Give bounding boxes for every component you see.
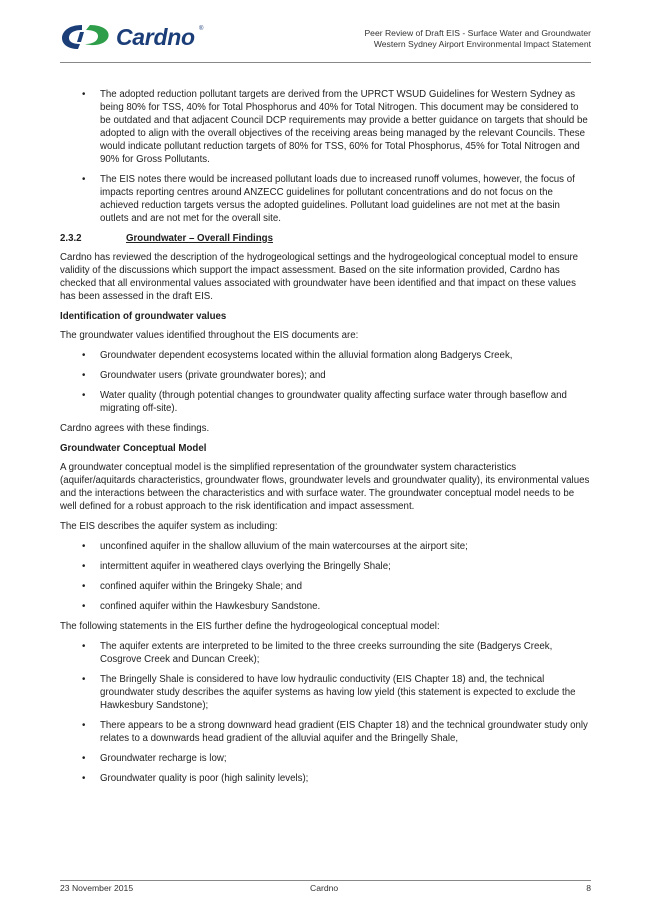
bullet-icon: •: [82, 753, 86, 764]
header-divider: [60, 62, 591, 63]
section-heading: [60, 232, 591, 245]
page-content: [60, 88, 591, 792]
list-item: • The Bringelly Shale is considered to have low hydraulic conductivity (EIS Chapter 18) and, the technical groundwater study describes the aquifer systems as having low yield (this statement is expected to exclude the Hawkesbury Sandstone);: [82, 674, 576, 711]
list-item: • intermittent aquifer in weathered clays overlying the Bringelly Shale;: [82, 561, 391, 572]
statements-bullet-list: [60, 640, 591, 785]
identification-heading: Identification of groundwater values: [60, 311, 227, 322]
footer-date: 23 November 2015: [60, 883, 134, 893]
section-title: Groundwater – Overall Findings: [126, 233, 273, 244]
list-item: • Water quality (through potential changes to groundwater quality affecting surface water through baseflow and migrating off-site).: [82, 390, 567, 414]
list-item: • confined aquifer within the Hawkesbury Sandstone.: [82, 601, 321, 612]
footer-company: Cardno: [310, 883, 339, 893]
list-item: • confined aquifer within the Bringeky Shale; and: [82, 581, 302, 592]
logo-text: Cardno: [116, 24, 195, 50]
footer-divider: [60, 880, 591, 881]
header-title-line2: Western Sydney Airport Environmental Impact Statement: [373, 39, 591, 49]
list-item: • The adopted reduction pollutant targets are derived from the UPRCT WSUD Guidelines for Western Sydney as being 80% for TSS, 40% for Total Phosphorus and 40% for Total Nitrogen. This document may be considered to be outdated and that adjacent Council DCP requirements may provide a better guidance on targets that should be adopted to align with the overall objectives of the receiving areas being managed by the relevant Councils. These would indicate pollutant reduction targets of 80% for TSS, 60% for Total Phosphorus, 45% for Total Nitrogen and 90% for Gross Pollutants.: [82, 89, 588, 165]
conceptual-heading: Groundwater Conceptual Model: [60, 443, 207, 454]
bullet-icon: •: [82, 720, 86, 731]
list-item: • The aquifer extents are interpreted to be limited to the three creeks surrounding the site (Badgerys Creek, Cosgrove Creek and Duncan Creek);: [82, 641, 553, 665]
bullet-icon: •: [82, 390, 86, 401]
bullet-icon: •: [82, 541, 86, 552]
bullet-icon: •: [82, 581, 86, 592]
cardno-logo: [60, 20, 210, 56]
list-item: • unconfined aquifer in the shallow alluvium of the main watercourses at the airport site;: [82, 541, 468, 552]
page-header: [60, 20, 591, 60]
list-item: • The EIS notes there would be increased pollutant loads due to increased runoff volumes, however, the focus of impacts reporting centres around ANZECC guidelines for pollutant concentrations and do not focus on the achieved reduction targets versus the adopted guidelines. Pollutant load guidelines are not met at the basin outlets and are not met for the overall site.: [82, 174, 575, 224]
page-footer: [60, 883, 591, 895]
bullet-icon: •: [82, 641, 86, 652]
list-item: • Groundwater quality is poor (high salinity levels);: [82, 773, 309, 784]
statements-lead: The following statements in the EIS further define the hydrogeological conceptual model:: [60, 621, 440, 632]
header-title-line1: Peer Review of Draft EIS - Surface Water and Groundwater: [364, 28, 591, 38]
cardno-swoosh-icon: [60, 22, 114, 52]
section-intro: Cardno has reviewed the description of the hydrogeological settings and the hydrogeological conceptual model to ensure validity of the discussions which support the impact assessment. Based on the site information provided, Cardno has checked that all environmental values associated with groundwater have been identified and that impact on these values has been assessed in the draft EIS.: [60, 252, 579, 302]
bullet-icon: •: [82, 350, 86, 361]
page-number: 8: [586, 883, 591, 893]
bullet-icon: •: [82, 773, 86, 784]
logo-registered-mark: ®: [199, 26, 204, 32]
header-title: [364, 28, 591, 50]
list-item: • There appears to be a strong downward head gradient (EIS Chapter 18) and the technical groundwater study only relates to a downwards head gradient of the alluvial aquifer and the Bringelly Shale,: [82, 720, 588, 744]
conceptual-para: A groundwater conceptual model is the simplified representation of the groundwater system characteristics (aquifer/aquitards characteristics, groundwater flows, groundwater levels and groundwater quality), its environmental values and the interactions between the characteristics and with surface water. The groundwater conceptual model needs to be well defined for a robust approach to the risk identification and impact assessment.: [60, 462, 590, 512]
bullet-icon: •: [82, 89, 86, 100]
bullet-icon: •: [82, 674, 86, 685]
aquifer-bullet-list: [60, 540, 591, 613]
bullet-icon: •: [82, 601, 86, 612]
identification-agree: Cardno agrees with these findings.: [60, 423, 210, 434]
bullet-icon: •: [82, 174, 86, 185]
bullet-icon: •: [82, 370, 86, 381]
identification-bullet-list: [60, 349, 591, 415]
section-number: 2.3.2: [60, 233, 82, 244]
list-item: • Groundwater dependent ecosystems located within the alluvial formation along Badgerys Creek,: [82, 350, 513, 361]
list-item: • Groundwater users (private groundwater bores); and: [82, 370, 326, 381]
list-item: • Groundwater recharge is low;: [82, 753, 227, 764]
identification-lead: The groundwater values identified throughout the EIS documents are:: [60, 330, 359, 341]
intro-bullet-list: [60, 88, 591, 225]
bullet-icon: •: [82, 561, 86, 572]
aquifer-lead: The EIS describes the aquifer system as including:: [60, 521, 278, 532]
